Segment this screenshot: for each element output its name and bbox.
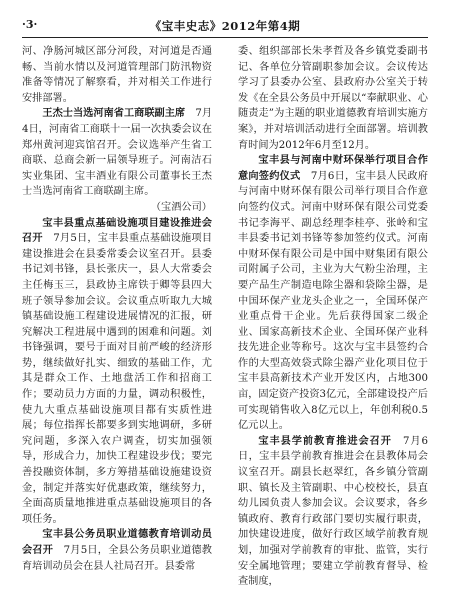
news-headline: 宝丰县学前教育推进会召开: [258, 434, 392, 447]
news-body: 7月6日，宝丰县学前教育推进会在县教体局会议室召开。副县长赵翠红，各乡镇分管副职、镇长及主管副职、中心校校长，县直幼儿园负责人参加会议。会议要求，各乡镇政府、教育行政部门要切实履行职责，加快建设进度，做好行政区域学前教育规划，加强对学前教育的审批、监管，实行安全属地管理；要建立学前教育督导、检查制度，: [238, 435, 428, 588]
paragraph: 河、净肠河城区部分河段，对河道是否通畅、当前水情以及河道管理部门防汛物资准备等情况了解察看，并对相关工作进行安排部署。: [22, 46, 212, 104]
paragraph: 委、组织部部长朱孝哲及各乡镇党委副书记、各单位分管副职参加会议。会议传达学习了县委办公室、县政府办公室关于转发《在全县公务员中开展以“奉献职业、心随责走”为主题的职业道德教育培训实施方案》，并对培训活动进行全面部署。培训教育时间为2012年6月至12月。: [238, 46, 428, 151]
news-headline: 宝丰县重点基础设施项目建设推进会召开: [22, 216, 212, 245]
news-body: 7月4日，河南省工商联十一届一次执委会议在郑州黄河迎宾馆召开。会议选举产生省工商联、总商会新一届领导班子。河南洁石实业集团、宝丰酒业有限公司董事长王杰士当选河南省工商联副主席。: [22, 108, 212, 198]
news-item: [22, 527, 212, 574]
news-body: 7月5日，宝丰县重点基础设施项目建设推进会在县委常委会议室召开。县委书记刘书锋，县长张庆一，县人大常委会主任梅玉三，县政协主席铁于卿等县四大班子领导参加会议。会议重点听取九大城镇基础设施工程建设进展情况的汇报，研究解决工程进展中遇到的困难和问题。刘书锋强调，要号于面对目前严峻的经济形势，继续做好扎实、细致的基础工作，尤其是群众工作、土地盘活工作和招商工作；要动员力方面的力量，调动积极性，使九大重点基础设施项目都有实质性进展；每位指挥长都要多到实地调研，多研究问题，多深入农户调查，切实加强领导，形成合力，加快工程建设步伐；要完善投融资体制，多方筹措基础设施建设资金，制定并落实好优惠政策，继续努力，全面高质量地推进重点基础设施项目的各项任务。: [22, 233, 212, 525]
news-body: 7月5日，全县公务员职业道德教育培训动员会在县人社局召开。县委常: [22, 545, 212, 572]
news-item: [238, 434, 428, 590]
news-body: 7月6日，宝丰县人民政府与河南中财环保有限公司举行项目合作意向签约仪式。河南中财环保有限公司党委书记李海平、副总经理李桂亭、张岭和宝丰县委书记刘书锋等参加签约仪式。河南中财环保有限公司是中国中财集团有限公司附属子公司，主业为大气粉尘治理，主要产品生产制造电除尘器和袋除尘器，是中国环保产业龙头企业之一，全国环保产业重点骨干企业。先后获得国家二级企业、国家高新技术企业、全国环保产业科技先进企业等称号。这次与宝丰县签约合作的大型高效袋式除尘器产业化项目位于宝丰县高新技术产业开发区内，占地300亩，固定资产投资3亿元，全部建设投产后可实现销售收入8亿元以上，年创利税0.5亿元以上。: [238, 170, 428, 432]
header-rule: [22, 37, 428, 38]
news-source: （宝酒公司）: [150, 201, 212, 213]
page-number: ·3·: [22, 18, 38, 31]
news-item: [22, 106, 212, 200]
news-headline: 宝丰县与河南中财环保举行项目合作意向签约仪式: [238, 154, 428, 182]
news-headline: 宝丰县公务员职业道德教育培训动员会召开: [22, 528, 212, 556]
running-header: 《宝丰史志》2012年第4期: [149, 19, 301, 33]
left-column: [22, 44, 212, 574]
news-headline: 王杰士当选河南省工商联副主席: [42, 107, 186, 120]
right-column: [238, 44, 428, 590]
news-item: [238, 153, 428, 434]
news-item: [22, 216, 212, 528]
